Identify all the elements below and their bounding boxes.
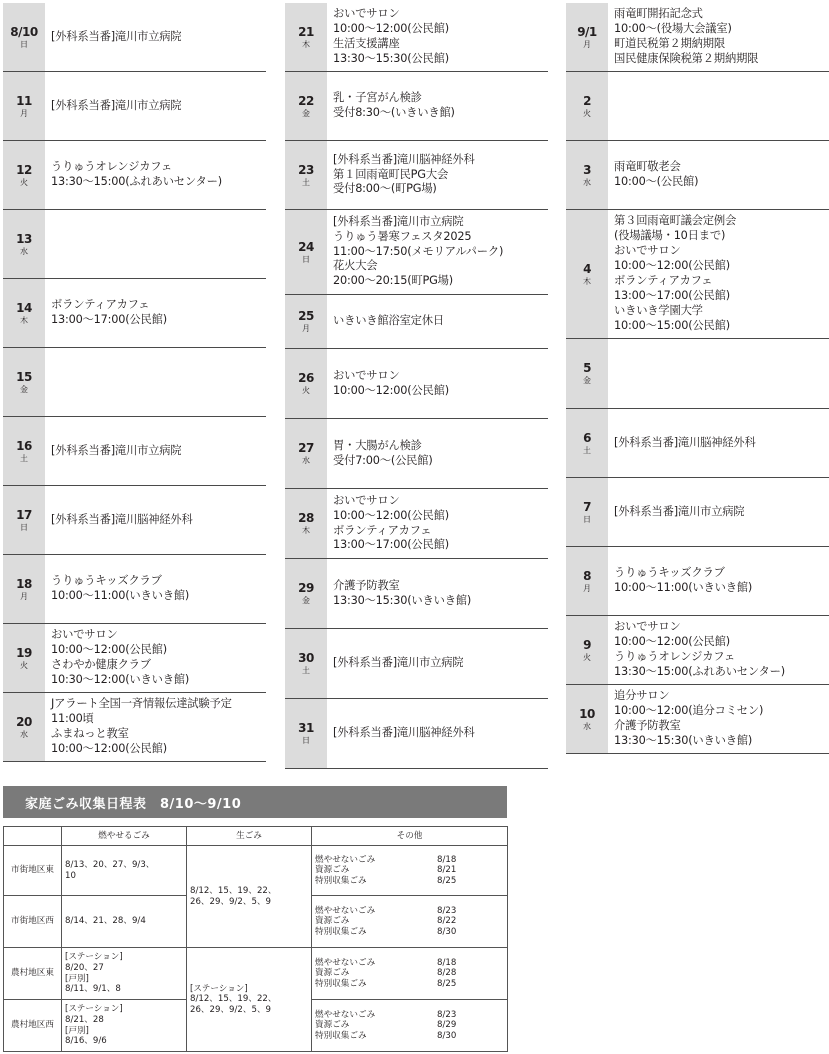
events — [45, 348, 51, 416]
day-cell — [566, 478, 608, 546]
day-cell — [3, 624, 45, 692]
events — [45, 693, 232, 761]
events — [608, 210, 736, 338]
day-cell — [285, 419, 327, 488]
day-row — [285, 559, 548, 629]
event-line: 13:30〜15:30(いきいき館) — [614, 733, 753, 747]
header-kitchen: 生ごみ — [187, 827, 312, 846]
event-line: 追分サロン — [614, 689, 670, 703]
kitchen-cell-urban: 8/12、15、19、22、 26、29、9/2、5、9 — [187, 846, 312, 948]
events — [327, 141, 475, 209]
day-number: 18 — [16, 576, 32, 591]
day-number: 19 — [16, 645, 32, 660]
event-line: 10:00〜12:00(公民館) — [51, 643, 167, 657]
day-row — [285, 210, 548, 295]
day-cell — [566, 3, 608, 71]
corner-cell — [4, 827, 62, 846]
weekday: 金 — [302, 108, 310, 118]
day-number: 24 — [298, 239, 314, 254]
event-line: 13:30〜15:30(公民館) — [333, 51, 449, 65]
event-line: 11:00〜17:50(メモリアルパーク) — [333, 244, 504, 258]
event-line: 13:30〜15:00(ふれあいセンター) — [51, 175, 222, 188]
event-line: [外科系当番]滝川脳神経外科 — [333, 726, 475, 740]
event-line: おいでサロン — [614, 244, 681, 258]
events — [45, 555, 189, 623]
event-line: 町道民税第２期納期限 — [614, 37, 725, 50]
day-number: 9/1 — [577, 24, 597, 39]
day-cell — [566, 72, 608, 140]
day-cell — [566, 616, 608, 684]
event-line: [外科系当番]滝川脳神経外科 — [333, 152, 475, 166]
event-line: 10:30〜12:00(いきいき館) — [51, 672, 190, 686]
event-line: 10:00〜12:00(追分コミセン) — [614, 704, 764, 718]
event-line: 受付8:00〜(町PG場) — [333, 182, 437, 196]
day-cell — [285, 489, 327, 558]
event-line: [外科系当番]滝川市立病院 — [51, 443, 182, 457]
event-line: [外科系当番]滝川市立病院 — [51, 29, 182, 43]
weekday: 木 — [20, 315, 28, 325]
event-line: 雨竜町敬老会 — [614, 160, 681, 174]
day-row — [285, 349, 548, 419]
events — [327, 489, 449, 558]
header-burnable: 燃やせるごみ — [62, 827, 187, 846]
burnable-cell: 8/14、21、28、9/4 — [62, 896, 187, 948]
day-cell — [285, 295, 327, 348]
event-line: おいでサロン — [51, 628, 118, 642]
day-cell — [285, 210, 327, 294]
event-line: 花火大会 — [333, 259, 378, 273]
day-cell — [566, 339, 608, 408]
events — [327, 419, 433, 488]
day-number: 20 — [16, 714, 32, 729]
event-line: さわやか健康クラブ — [51, 658, 151, 671]
weekday: 土 — [583, 445, 591, 455]
day-cell — [285, 141, 327, 209]
day-cell — [3, 693, 45, 761]
event-line: うりゅうオレンジカフェ — [51, 160, 172, 174]
events — [45, 624, 189, 692]
event-line: 介護予防教室 — [614, 719, 681, 732]
event-line: 10:00〜15:00(公民館) — [614, 318, 730, 332]
day-number: 21 — [298, 24, 314, 39]
day-row — [566, 210, 829, 339]
calendar-column — [3, 3, 266, 762]
weekday: 日 — [20, 522, 28, 532]
day-row — [285, 295, 548, 349]
day-number: 9 — [583, 637, 591, 652]
events — [608, 72, 614, 140]
day-cell — [3, 279, 45, 347]
weekday: 水 — [302, 456, 310, 465]
event-line: 10:00〜(役場大会議室) — [614, 22, 732, 36]
day-cell — [3, 486, 45, 554]
day-number: 30 — [298, 651, 314, 665]
day-cell — [285, 3, 327, 71]
garbage-schedule-table — [3, 826, 508, 1052]
events — [608, 616, 785, 684]
area-name: 農村地区東 — [4, 948, 62, 1000]
day-number: 2 — [583, 93, 591, 108]
weekday: 金 — [20, 384, 28, 394]
day-row — [285, 629, 548, 699]
weekday: 土 — [302, 177, 310, 187]
event-line: 13:00〜17:00(公民館) — [333, 538, 449, 552]
event-line: Jアラート全国一斉情報伝達試験予定 — [51, 697, 232, 711]
event-line: うりゅう暑寒フェスタ2025 — [333, 229, 472, 243]
events — [608, 547, 752, 615]
other-cell: 燃やせないごみ 8/23 資源ごみ 8/22 特別収集ごみ 8/30 — [312, 896, 508, 948]
day-row — [3, 210, 266, 279]
day-row — [566, 409, 829, 478]
day-number: 17 — [16, 507, 32, 522]
day-number: 10 — [579, 706, 595, 721]
event-line: 10:00〜12:00(公民館) — [333, 22, 449, 36]
other-cell: 燃やせないごみ 8/18 資源ごみ 8/28 特別収集ごみ 8/25 — [312, 948, 508, 1000]
event-line: 乳・子宮がん検診 — [333, 91, 422, 105]
event-line: 10:00〜12:00(公民館) — [614, 259, 730, 273]
weekday: 水 — [20, 729, 28, 739]
event-line: 10:00〜(公民館) — [614, 175, 699, 188]
event-line: うりゅうキッズクラブ — [51, 574, 162, 588]
day-row — [566, 547, 829, 616]
day-row — [3, 417, 266, 486]
day-number: 14 — [16, 300, 32, 315]
events — [327, 629, 463, 698]
weekday: 金 — [583, 376, 591, 385]
weekday: 木 — [302, 526, 310, 535]
event-line: [外科系当番]滝川市立病院 — [333, 656, 464, 670]
event-line: うりゅうキッズクラブ — [614, 566, 725, 580]
day-number: 11 — [16, 93, 32, 108]
weekday: 月 — [20, 108, 28, 118]
area-name: 農村地区西 — [4, 1000, 62, 1052]
day-row — [285, 72, 548, 141]
day-cell — [285, 559, 327, 628]
day-row — [3, 279, 266, 348]
day-number: 22 — [298, 93, 314, 108]
day-cell — [3, 72, 45, 140]
day-number: 8 — [583, 568, 591, 583]
burnable-cell: 8/13、20、27、9/3、 10 — [62, 846, 187, 896]
day-cell — [3, 417, 45, 485]
day-row — [285, 3, 548, 72]
event-line: [外科系当番]滝川市立病院 — [333, 214, 464, 228]
event-line: ボランティアカフェ — [333, 523, 432, 537]
event-line: ボランティアカフェ — [51, 298, 150, 312]
other-cell: 燃やせないごみ 8/18 資源ごみ 8/21 特別収集ごみ 8/25 — [312, 846, 508, 896]
event-line: 胃・大腸がん検診 — [333, 438, 422, 452]
event-line: 国民健康保険税第２期納期限 — [614, 51, 759, 65]
events — [608, 3, 758, 71]
event-line: おいでサロン — [333, 493, 400, 507]
events — [608, 141, 698, 209]
event-line: [外科系当番]滝川市立病院 — [51, 98, 182, 112]
day-row — [285, 699, 548, 769]
day-number: 25 — [298, 309, 314, 323]
day-number: 29 — [298, 581, 314, 595]
events — [327, 349, 449, 418]
weekday: 日 — [302, 736, 310, 745]
day-number: 31 — [298, 721, 314, 735]
day-row — [566, 339, 829, 409]
weekday: 水 — [583, 721, 591, 731]
day-row — [566, 3, 829, 72]
event-line: 10:00〜11:00(いきいき館) — [614, 581, 753, 594]
day-number: 15 — [16, 369, 32, 384]
event-line: おいでサロン — [333, 368, 400, 382]
day-number: 27 — [298, 441, 314, 455]
day-cell — [566, 409, 608, 477]
event-line: いきいき館浴室定休日 — [333, 314, 444, 328]
burnable-cell: [ステーション] 8/20、27 [戸別] 8/11、9/1、8 — [62, 948, 187, 1000]
weekday: 水 — [20, 246, 28, 256]
events — [45, 417, 181, 485]
day-row — [3, 3, 266, 72]
garbage-schedule-title: 家庭ごみ収集日程表 8/10〜9/10 — [3, 786, 507, 818]
day-row — [3, 348, 266, 417]
day-row — [3, 72, 266, 141]
day-row — [3, 693, 266, 762]
event-line: [外科系当番]滝川脳神経外科 — [51, 512, 193, 526]
calendar-column — [566, 3, 829, 754]
day-number: 26 — [298, 371, 314, 385]
day-cell — [566, 547, 608, 615]
other-cell: 燃やせないごみ 8/23 資源ごみ 8/29 特別収集ごみ 8/30 — [312, 1000, 508, 1052]
event-line: [外科系当番]滝川脳神経外科 — [614, 435, 756, 449]
weekday: 日 — [302, 254, 310, 264]
events — [45, 72, 181, 140]
events — [608, 339, 614, 408]
weekday: 水 — [583, 177, 591, 187]
weekday: 木 — [583, 276, 591, 286]
event-line: 13:00〜17:00(公民館) — [51, 313, 167, 326]
weekday: 金 — [302, 596, 310, 605]
weekday: 月 — [302, 324, 310, 333]
event-line: ふまねっと教室 — [51, 727, 129, 740]
events — [608, 409, 756, 477]
day-row — [566, 478, 829, 547]
event-line: (役場議場・10日まで) — [614, 229, 726, 243]
day-row — [3, 624, 266, 693]
weekday: 火 — [583, 652, 591, 662]
event-line: うりゅうオレンジカフェ — [614, 650, 735, 663]
day-row — [3, 486, 266, 555]
event-line: 10:00〜12:00(公民館) — [614, 635, 730, 649]
day-number: 5 — [583, 361, 591, 375]
weekday: 火 — [583, 108, 591, 118]
area-name: 市街地区東 — [4, 846, 62, 896]
event-line: 11:00頃 — [51, 712, 94, 726]
day-row — [566, 72, 829, 141]
events — [327, 3, 449, 71]
day-row — [3, 555, 266, 624]
weekday: 月 — [583, 583, 591, 593]
event-line: 雨竜町開拓記念式 — [614, 7, 703, 21]
burnable-cell: [ステーション] 8/21、28 [戸別] 8/16、9/6 — [62, 1000, 187, 1052]
event-line: 10:00〜12:00(公民館) — [51, 741, 167, 755]
day-row — [566, 616, 829, 685]
events — [45, 141, 222, 209]
event-line: 13:30〜15:30(いきいき館) — [333, 593, 472, 607]
event-line: 生活支援講座 — [333, 37, 400, 50]
kitchen-cell-rural: [ステーション] 8/12、15、19、22、 26、29、9/2、5、9 — [187, 948, 312, 1052]
events — [327, 72, 455, 140]
day-cell — [566, 685, 608, 753]
events — [608, 685, 763, 753]
events — [327, 210, 503, 294]
day-cell — [566, 141, 608, 209]
day-row — [285, 419, 548, 489]
day-row — [566, 141, 829, 210]
event-line: 第１回雨竜町民PG大会 — [333, 167, 449, 181]
day-row — [3, 141, 266, 210]
weekday: 木 — [302, 39, 310, 49]
day-number: 4 — [583, 261, 591, 276]
weekday: 日 — [583, 514, 591, 524]
events — [327, 559, 471, 628]
day-row — [285, 141, 548, 210]
header-other: その他 — [312, 827, 508, 846]
event-line: いきいき学園大学 — [614, 303, 703, 317]
day-cell — [285, 699, 327, 768]
weekday: 土 — [302, 666, 310, 675]
events — [45, 279, 167, 347]
event-line: 介護予防教室 — [333, 578, 400, 592]
day-cell — [566, 210, 608, 338]
day-cell — [3, 348, 45, 416]
events — [327, 295, 444, 348]
weekday: 火 — [20, 177, 28, 187]
day-cell — [285, 349, 327, 418]
event-line: 受付8:30〜(いきいき館) — [333, 106, 455, 119]
day-number: 6 — [583, 430, 591, 445]
weekday: 火 — [302, 386, 310, 395]
day-cell — [3, 555, 45, 623]
day-number: 7 — [583, 499, 591, 514]
event-line: おいでサロン — [614, 620, 681, 634]
day-number: 13 — [16, 231, 32, 246]
day-cell — [3, 141, 45, 209]
area-name: 市街地区西 — [4, 896, 62, 948]
event-line: 10:00〜12:00(公民館) — [333, 383, 449, 397]
calendar-column — [285, 3, 548, 769]
event-line: おいでサロン — [333, 7, 400, 21]
event-line: ボランティアカフェ — [614, 274, 713, 287]
weekday: 月 — [20, 591, 28, 601]
weekday: 日 — [20, 39, 28, 49]
events — [45, 486, 193, 554]
events — [45, 210, 51, 278]
events — [608, 478, 744, 546]
day-cell — [3, 3, 45, 71]
day-cell — [285, 72, 327, 140]
day-cell — [285, 629, 327, 698]
event-line: 10:00〜12:00(公民館) — [333, 508, 449, 522]
event-line: 20:00〜20:15(町PG場) — [333, 274, 453, 288]
events — [327, 699, 475, 768]
event-line: 受付7:00〜(公民館) — [333, 453, 433, 467]
weekday: 土 — [20, 453, 28, 463]
day-row — [285, 489, 548, 559]
day-number: 8/10 — [10, 24, 38, 39]
day-row — [566, 685, 829, 754]
weekday: 火 — [20, 660, 28, 670]
day-number: 12 — [16, 162, 32, 177]
weekday: 月 — [583, 39, 591, 49]
event-line: 10:00〜11:00(いきいき館) — [51, 589, 190, 602]
event-line: 13:00〜17:00(公民館) — [614, 288, 730, 302]
event-line: 13:30〜15:00(ふれあいセンター) — [614, 664, 785, 678]
day-number: 3 — [583, 162, 591, 177]
day-number: 16 — [16, 438, 32, 453]
day-cell — [3, 210, 45, 278]
day-number: 23 — [298, 162, 314, 177]
events — [45, 3, 181, 71]
event-line: [外科系当番]滝川市立病院 — [614, 504, 745, 518]
event-line: 第３回雨竜町議会定例会 — [614, 214, 737, 228]
day-number: 28 — [298, 511, 314, 525]
